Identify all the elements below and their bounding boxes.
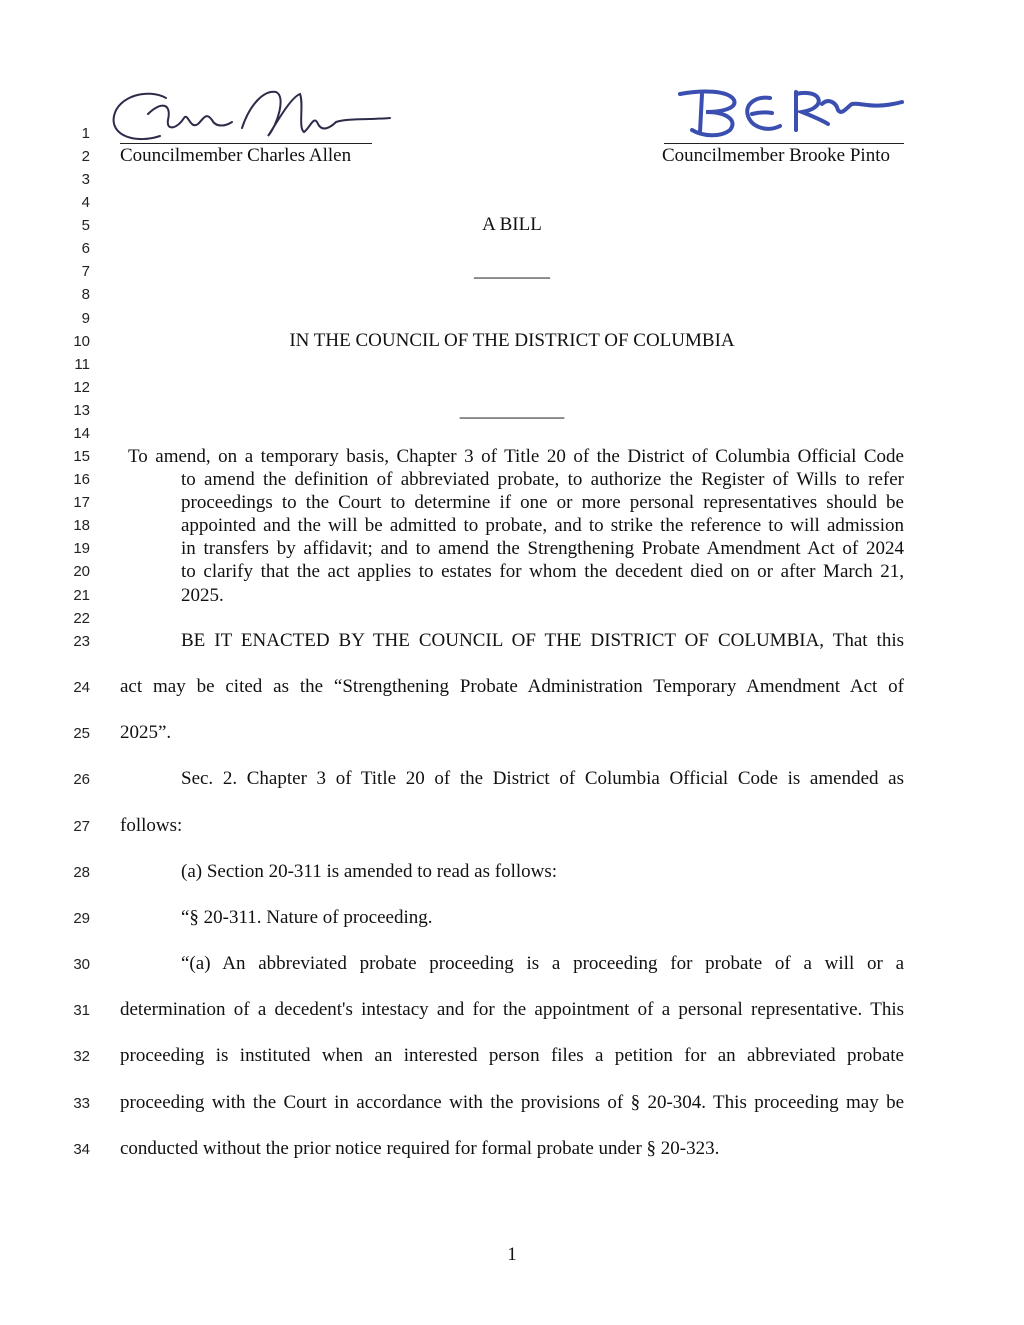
line-number: 15 [73,448,90,465]
line-number: 22 [73,610,90,627]
long-title-line: appointed and the will be admitted to probate, and to strike the reference to will admission [181,515,904,537]
line-number: 3 [81,171,90,188]
line-number: 21 [73,587,90,604]
body-line: conducted without the prior notice required for formal probate under § 20-323. [120,1138,720,1159]
line-number: 10 [73,333,90,350]
line-number: 31 [73,1002,90,1019]
section-2-heading: Sec. 2. Chapter 3 of Title 20 of the District of Columbia Official Code is amended as [181,768,904,789]
line-number: 13 [73,402,90,419]
long-title [128,445,904,607]
page-number: 1 [507,1244,517,1265]
long-title-line: proceedings to the Court to determine if one or more personal representatives should be [181,492,904,514]
line-number: 17 [73,494,90,511]
line-number: 29 [73,910,90,927]
line-number: 6 [81,240,90,257]
body-line: “(a) An abbreviated probate proceeding is a proceeding for probate of a will or a [181,953,904,974]
date-blank: ___________ [459,400,565,421]
line-number: 14 [73,425,90,442]
long-title-line: to amend the definition of abbreviated probate, to authorize the Register of Wills to refer [181,469,904,491]
line-number: 27 [73,818,90,835]
body-line: 2025”. [120,722,172,743]
body-line: proceeding with the Court in accordance with the provisions of § 20-304. This proceeding may be [120,1092,904,1113]
line-number: 7 [81,263,90,280]
long-title-line: in transfers by affidavit; and to amend the Strengthening Probate Amendment Act of 2024 [181,538,904,560]
brooke-pinto-signature [672,80,912,142]
long-title-line: to clarify that the act applies to estates for whom the decedent died on or after March 21, [181,561,904,583]
line-number: 34 [73,1141,90,1158]
line-number: 11 [74,356,90,373]
line-number: 5 [81,217,90,234]
body-line: proceeding is instituted when an interested person files a petition for an abbreviated probate [120,1045,904,1066]
left-signer-name: Councilmember Charles Allen [120,145,352,166]
body-line: follows: [120,815,183,836]
right-signer-name: Councilmember Brooke Pinto [662,145,890,166]
line-number: 12 [73,379,90,396]
line-number: 16 [73,471,90,488]
bill-number-blank: ________ [474,260,550,281]
line-number: 8 [81,286,90,303]
line-number: 4 [81,194,90,211]
line-number: 33 [73,1095,90,1112]
line-number: 23 [73,633,90,650]
line-number: 32 [73,1048,90,1065]
line-number: 20 [73,563,90,580]
subsection-a: (a) Section 20-311 is amended to read as follows: [181,861,558,882]
charles-allen-signature [108,84,393,148]
bill-heading: A BILL [482,214,542,235]
body-line: determination of a decedent's intestacy and for the appointment of a personal representative. This [120,999,904,1020]
line-number: 2 [81,148,90,165]
section-title: “§ 20-311. Nature of proceeding. [181,907,433,928]
line-number: 9 [81,310,90,327]
line-number: 25 [73,725,90,742]
line-number: 26 [73,771,90,788]
long-title-first-line: To amend, on a temporary basis, Chapter 3 of Title 20 of the District of Columbia Official Code [128,446,904,467]
long-title-line: 2025. [181,584,224,606]
line-number: 18 [73,517,90,534]
line-number: 28 [73,864,90,881]
enacting-clause: BE IT ENACTED BY THE COUNCIL OF THE DISTRICT OF COLUMBIA, That this [181,630,904,651]
line-number: 24 [73,679,90,696]
line-number: 19 [73,540,90,557]
body-line: act may be cited as the “Strengthening Probate Administration Temporary Amendment Act of [120,676,904,697]
council-heading: IN THE COUNCIL OF THE DISTRICT OF COLUMBIA [289,330,735,351]
line-number: 30 [73,956,90,973]
line-number: 1 [81,125,90,142]
